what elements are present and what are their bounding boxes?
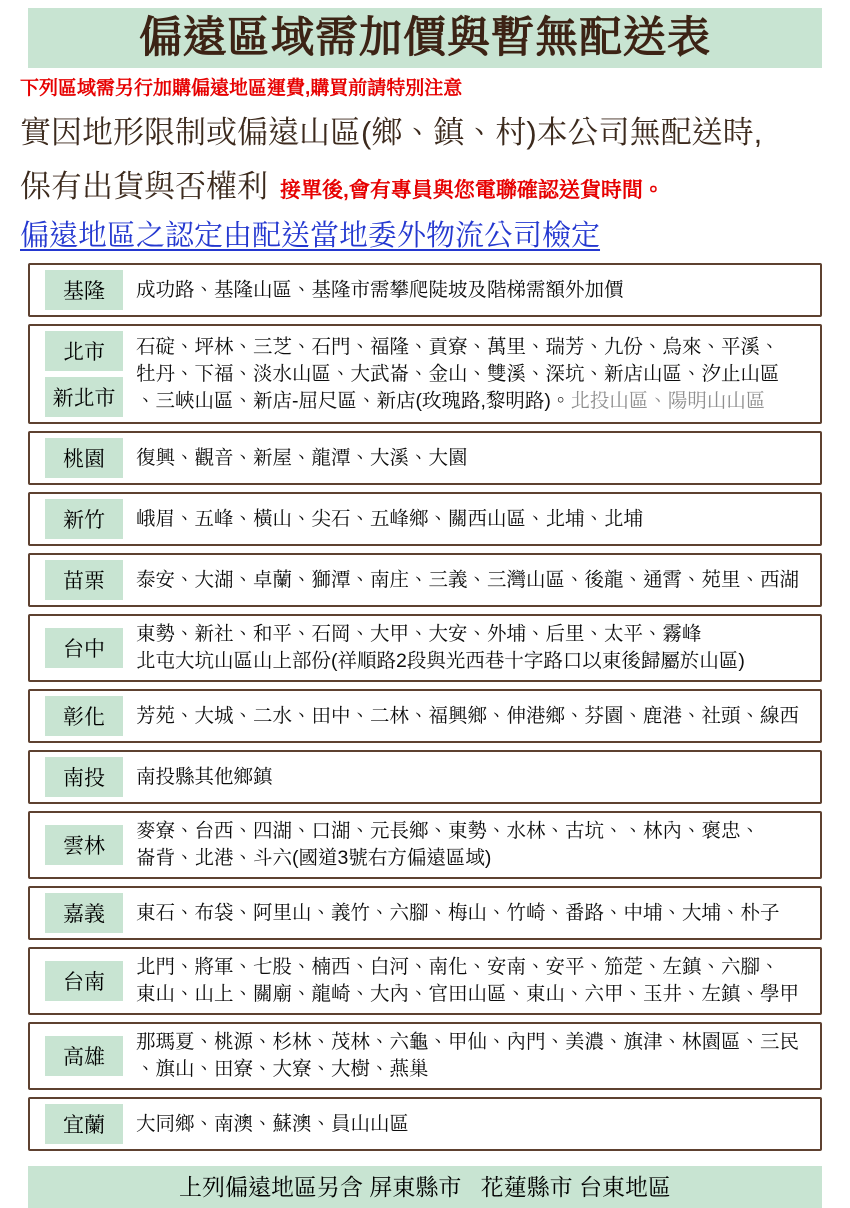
region-areas-text (136, 567, 799, 594)
area-line-main: 、三峽山區、新店-屈尺區、新店(玫瑰路,黎明路)。 (136, 389, 571, 412)
area-line: 東勢、新社、和平、石岡、大甲、大安、外埔、后里、太平、霧峰 (136, 623, 702, 645)
region-areas-text (136, 506, 643, 533)
region-label-group (45, 1036, 123, 1076)
region-label-group (45, 499, 123, 539)
grayed-area-text: 北投山區、陽明山山區 (570, 389, 766, 412)
area-line: 、旗山、田寮、大寮、大樹、燕巢 (136, 1058, 429, 1080)
region-label-chip: 台中 (45, 628, 123, 668)
shipping-region-table (28, 263, 822, 1151)
heading-blue-underline: 偏遠地區之認定由配送當地委外物流公司檢定 (20, 220, 601, 252)
table-row-kaohsiung (28, 1022, 822, 1090)
table-row-tainan (28, 947, 822, 1015)
region-areas-text (136, 1029, 799, 1083)
area-line: 東石、布袋、阿里山、義竹、六腳、梅山、竹崎、番路、中埔、大埔、朴子 (136, 901, 780, 924)
region-label-group (45, 560, 123, 600)
area-line: 牡丹、下福、淡水山區、大武崙、金山、雙溪、深坑、新店山區、汐止山區 (136, 362, 780, 385)
region-label-chip: 新竹 (45, 499, 123, 539)
table-row-yunlin (28, 811, 822, 879)
region-areas-text (136, 954, 799, 1008)
footer-note: 上列偏遠地區另含 屏東縣市 花蓮縣市 台東地區 (28, 1166, 822, 1208)
area-line: 北門、將軍、七股、楠西、白河、南化、安南、安平、笳萣、左鎮、六腳、 (136, 956, 780, 978)
region-label-chip: 宜蘭 (45, 1104, 123, 1144)
region-label-group (45, 1104, 123, 1144)
table-row-taichung (28, 614, 822, 682)
region-label-chip: 新北市 (45, 377, 123, 417)
region-areas-text (136, 277, 624, 304)
region-label-group (45, 961, 123, 1001)
table-row-hsinchu (28, 492, 822, 546)
region-areas-text (136, 1111, 409, 1138)
region-label-chip: 桃園 (45, 438, 123, 478)
area-line: 峨眉、五峰、橫山、尖石、五峰鄉、關西山區、北埔、北埔 (136, 507, 644, 530)
region-label-group (45, 628, 123, 668)
area-line: 石碇、坪林、三芝、石門、福隆、貢寮、萬里、瑞芳、九份、烏來、平溪、 (136, 335, 780, 358)
region-label-chip: 北市 (45, 331, 123, 371)
region-label-chip: 高雄 (45, 1036, 123, 1076)
heading-line-2-red-note: 接單後,會有專員與您電聯確認送貨時間。 (280, 179, 664, 202)
region-label-group (45, 331, 123, 417)
area-line: 崙背、北港、斗六(國道3號右方偏遠區域) (136, 847, 492, 869)
table-row-keelung (28, 263, 822, 317)
region-label-group (45, 825, 123, 865)
area-line: 芳苑、大城、二水、田中、二林、福興鄉、伸港鄉、芬園、鹿港、社頭、線西 (136, 704, 800, 727)
heading-line-1: 實因地形限制或偏遠山區(鄉、鎮、村)本公司無配送時, (20, 115, 763, 150)
area-line: 東山、山上、關廟、龍崎、大內、官田山區、東山、六甲、玉井、左鎮、學甲 (136, 983, 800, 1005)
region-label-chip: 南投 (45, 757, 123, 797)
area-line: 那瑪夏、桃源、杉林、茂林、六龜、甲仙、內門、美濃、旗津、林園區、三民 (136, 1031, 800, 1053)
region-areas-text (136, 334, 780, 415)
table-row-miaoli (28, 553, 822, 607)
region-label-group (45, 757, 123, 797)
area-line: 南投縣其他鄉鎮 (136, 765, 273, 788)
table-row-chiayi (28, 886, 822, 940)
page-title: 偏遠區域需加價與暫無配送表 (28, 8, 822, 68)
heading-line-2 (20, 161, 822, 206)
area-line: 復興、觀音、新屋、龍潭、大溪、大園 (136, 446, 468, 469)
area-line: 泰安、大湖、卓蘭、獅潭、南庄、三義、三灣山區、後龍、通霄、苑里、西湖 (136, 568, 800, 591)
table-row-yilan (28, 1097, 822, 1151)
region-label-chip: 雲林 (45, 825, 123, 865)
region-label-group (45, 696, 123, 736)
area-line: 麥寮、台西、四湖、口湖、元長鄉、東勢、水林、古坑、、林內、褒忠、 (136, 820, 761, 842)
region-areas-text (136, 764, 273, 791)
region-label-chip: 台南 (45, 961, 123, 1001)
region-areas-text (136, 621, 745, 675)
table-row-taipei-newtaipei (28, 324, 822, 424)
region-label-chip: 基隆 (45, 270, 123, 310)
region-label-chip: 苗栗 (45, 560, 123, 600)
region-areas-text (136, 445, 468, 472)
area-line (136, 388, 780, 415)
table-row-taoyuan (28, 431, 822, 485)
region-areas-text (136, 900, 780, 927)
region-label-chip: 嘉義 (45, 893, 123, 933)
notice-red-text: 下列區域需另行加購偏遠地區運費,購買前請特別注意 (20, 78, 463, 99)
area-line: 大同鄉、南澳、蘇澳、員山山區 (136, 1112, 410, 1135)
region-areas-text (136, 818, 760, 872)
table-row-nantou (28, 750, 822, 804)
area-line: 成功路、基隆山區、基隆市需攀爬陡坡及階梯需額外加價 (136, 278, 624, 301)
region-label-group (45, 270, 123, 310)
region-label-group (45, 438, 123, 478)
area-line: 北屯大坑山區山上部份(祥順路2段與光西巷十字路口以東後歸屬於山區) (136, 650, 745, 672)
region-label-group (45, 893, 123, 933)
heading-line-2-main: 保有出貨與否權利 (20, 169, 268, 204)
region-areas-text (136, 703, 799, 730)
table-row-changhua (28, 689, 822, 743)
region-label-chip: 彰化 (45, 696, 123, 736)
